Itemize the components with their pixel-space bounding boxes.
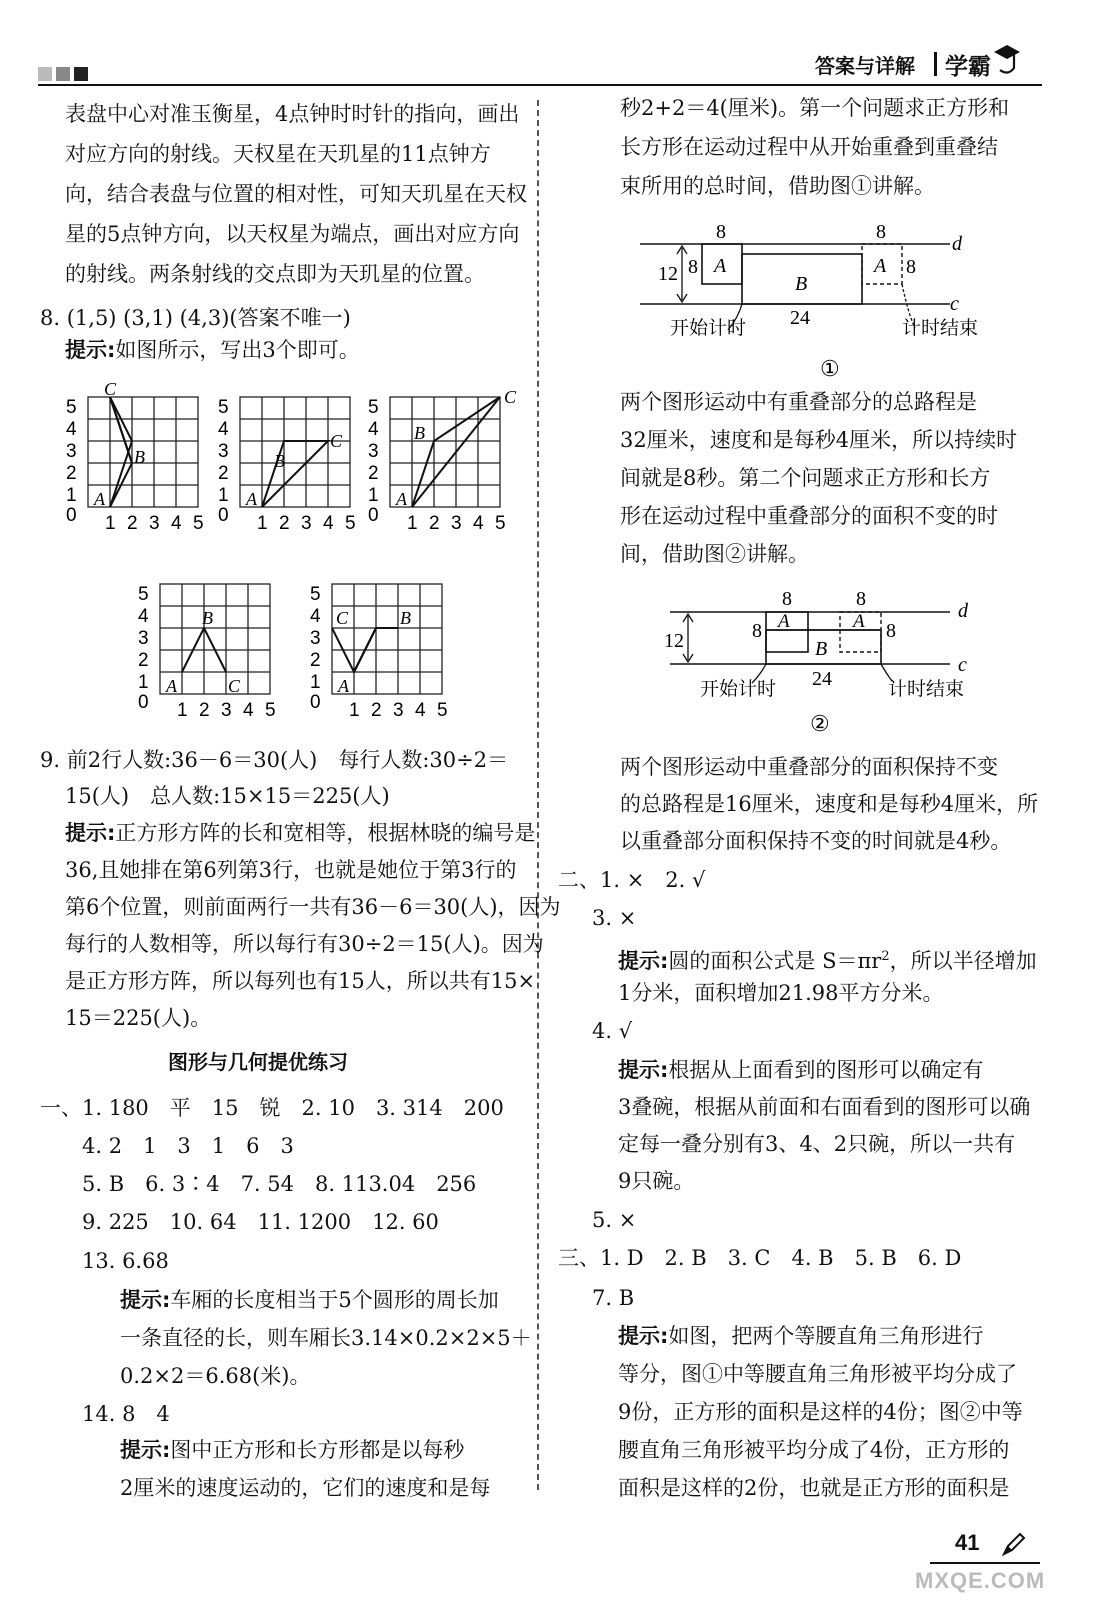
q14-hint-1 [120,1432,464,1469]
s3-q7: 7. B [592,1286,635,1310]
q9-hint-5: 是正方形方阵，所以每列也有15人，所以共有15× [65,969,536,993]
hint-label: 提示: [618,1324,669,1348]
right-mid-para-5: 间，借助图②讲解。 [620,542,809,566]
s1-line-4: 9. 225 10. 64 11. 1200 12. 60 [82,1210,439,1234]
coordinate-grid-4 [130,572,280,726]
x-tick: 2 [127,513,138,534]
square-label: A [874,255,887,277]
x-tick: 5 [495,513,506,534]
right-mid-para-2: 32厘米，速度和是每秒4厘米，所以持续时 [620,428,1018,452]
y-tick: 3 [310,628,321,649]
s2-q3-hint-text-end: ，所以半径增加 [889,949,1037,973]
section-title: 图形与几何提优练习 [168,1050,348,1074]
coordinate-grid-2 [210,385,360,539]
s1-line-5: 13. 6.68 [82,1249,169,1273]
hint-label: 提示: [65,338,116,362]
point-c-label: C [104,379,117,399]
x-tick: 4 [323,513,334,534]
line-c-label: c [950,293,959,315]
y-tick: 5 [310,584,321,605]
q9-hint-1 [65,815,535,852]
header-squares [38,66,88,85]
x-tick: 2 [279,513,290,534]
point-c-label: C [504,387,517,407]
y-tick: 1 [310,672,321,693]
point-b-label: B [400,608,411,628]
length-label: 24 [812,668,832,690]
s3-q7-hint-5: 面积是这样的2份，也就是正方形的面积是 [618,1476,1010,1500]
y-tick: 5 [138,584,149,605]
x-tick: 2 [429,513,440,534]
s1-line-1: 一、1. 180 平 15 锐 2. 10 3. 314 200 [40,1096,504,1120]
y-tick: 4 [310,606,321,627]
side-label: 8 [688,256,698,278]
right-mid-para-4: 形在运动过程中重叠部分的面积不变的时 [620,504,998,528]
coordinate-grid-3 [360,385,520,539]
x-tick: 4 [171,513,182,534]
q9-hint-4: 每行的人数相等，所以每行有30÷2＝15(人)。因为 [65,932,544,956]
y-tick: 5 [368,397,379,418]
s2-q4-hint-2: 3叠碗，根据从前面和右面看到的图形可以确 [618,1095,1031,1119]
q14-hint-text: 图中正方形和长方形都是以每秒 [170,1438,465,1462]
right-top-para-2: 长方形在运动过程中从开始重叠到重叠结 [620,135,998,159]
q14-hint-2: 2厘米的速度运动的，它们的速度和是每 [120,1476,491,1500]
point-b-label: B [274,451,285,471]
side-label: 8 [716,221,726,243]
point-a-label: A [94,489,105,509]
q9-line-2: 15(人) 总人数:15×15＝225(人) [65,784,390,808]
point-c-label: C [330,431,343,451]
point-a-label: A [166,676,177,696]
side-label: 8 [782,588,792,610]
x-tick: 3 [301,513,312,534]
left-top-para-1: 表盘中心对准玉衡星，4点钟时时针的指向，画出 [65,102,520,126]
s2-q3-hint-text: 圆的面积公式是 S＝πr [668,949,882,973]
figure-caption: ② [810,711,830,736]
rect-label: B [795,273,808,295]
x-tick: 5 [345,513,356,534]
y-tick: 0 [138,692,149,713]
side-label: 8 [856,588,866,610]
q9-hint-3: 第6个位置，则前面两行一共有36－6＝30(人)，因为 [65,895,561,919]
q14-answer: 14. 8 4 [82,1402,170,1426]
side-label: 8 [886,620,896,642]
left-top-para-5: 的射线。两条射线的交点即为天玑星的位置。 [65,262,485,286]
point-a-label: A [338,676,349,696]
right-mid-para-3: 间就是8秒。第二个问题求正方形和长方 [620,466,991,490]
q8-hint [65,332,360,369]
x-tick: 3 [221,700,232,721]
point-a-label: A [396,489,407,509]
height-label: 12 [664,630,684,652]
y-tick: 2 [218,463,229,484]
line-d-label: d [952,233,962,255]
y-tick: 5 [66,397,77,418]
x-tick: 1 [105,513,116,534]
s2-q3-hint-1 [618,938,1037,980]
square-label: A [778,611,790,632]
y-tick: 2 [138,650,149,671]
x-tick: 1 [349,700,360,721]
right-top-para-1: 秒2+2＝4(厘米)。第一个问题求正方形和 [620,96,1010,120]
y-tick: 4 [138,606,149,627]
s2-q3-hint-2: 1分米，面积增加21.98平方分米。 [618,981,944,1005]
hint-label: 提示: [120,1438,171,1462]
y-tick: 1 [218,485,229,506]
header-title: 答案与详解 [815,54,915,78]
start-label: 开始计时 [700,679,777,700]
x-tick: 5 [193,513,204,534]
s2-q4-hint-text: 根据从上面看到的图形可以确定有 [668,1058,984,1082]
x-tick: 1 [177,700,188,721]
s1-line-3: 5. B 6. 3∶4 7. 54 8. 113.04 256 [82,1172,477,1196]
s2-q4: 4. √ [592,1019,633,1043]
pencil-icon [1000,1530,1028,1562]
s3-q7-hint-text: 如图，把两个等腰直角三角形进行 [668,1324,984,1348]
square-label: A [714,255,727,277]
s3-q7-hint-4: 腰直角三角形被平均分成了4份，正方形的 [618,1438,1010,1462]
y-tick: 2 [310,650,321,671]
motion-diagram-2 [660,585,990,749]
point-a-label: A [246,489,257,509]
x-tick: 5 [437,700,448,721]
q8-answer: 8. (1,5) (3,1) (4,3)(答案不唯一) [40,306,351,330]
hint-label: 提示: [120,1288,171,1312]
point-b-label: B [202,608,213,628]
hint-label: 提示: [618,949,669,973]
line-d-label: d [958,600,968,622]
point-b-label: B [134,447,145,467]
end-label: 计时结束 [888,679,965,700]
s3-line-1: 三、1. D 2. B 3. C 4. B 5. B 6. D [558,1246,962,1270]
end-label: 计时结束 [902,318,979,339]
q9-hint-2: 36,且她排在第6列第3行，也就是她位于第3行的 [65,858,517,882]
s3-q7-hint-2: 等分，图①中等腰直角三角形被平均分成了 [618,1362,1017,1386]
rect-label: B [815,638,828,660]
x-tick: 4 [473,513,484,534]
y-tick: 4 [218,419,229,440]
q13-hint-3: 0.2×2＝6.68(米)。 [120,1364,311,1388]
y-tick: 3 [66,441,77,462]
x-tick: 2 [199,700,210,721]
right-after2-1: 两个图形运动中重叠部分的面积保持不变 [620,755,998,779]
y-tick: 4 [66,419,77,440]
y-tick: 2 [66,463,77,484]
header-separator [934,52,937,76]
figure-caption: ① [820,356,840,381]
q9-hint-6: 15＝225(人)。 [65,1006,212,1030]
q13-hint-2: 一条直径的长，则车厢长3.14×0.2×2×5＋ [120,1326,532,1350]
footer-rule [930,1562,1040,1564]
y-tick: 1 [138,672,149,693]
left-top-para-4: 星的5点钟方向，以天权星为端点，画出对应方向 [65,222,520,246]
x-tick: 2 [371,700,382,721]
s2-q4-hint-3: 定每一叠分别有3、4、2只碗，所以一共有 [618,1132,1016,1156]
q9-line-1: 9. 前2行人数:36－6＝30(人) 每行人数:30÷2＝ [40,748,509,772]
y-tick: 0 [368,505,379,526]
y-tick: 0 [310,692,321,713]
point-c-label: C [228,676,241,696]
right-mid-para-1: 两个图形运动中有重叠部分的总路程是 [620,390,977,414]
s1-line-2: 4. 2 1 3 1 6 3 [82,1134,294,1158]
q9-hint-text: 正方形方阵的长和宽相等，根据林晓的编号是 [115,821,536,845]
q8-hint-text: 如图所示，写出3个即可。 [115,338,360,362]
s2-q3: 3. × [592,906,637,930]
s2-q4-hint-1 [618,1052,983,1089]
watermark: MXQE.COM [915,1568,1046,1593]
q13-hint-1 [120,1282,499,1319]
side-label: 8 [752,620,762,642]
y-tick: 3 [218,441,229,462]
s2-q4-hint-4: 9只碗。 [618,1169,695,1193]
y-tick: 5 [218,397,229,418]
right-top-para-3: 束所用的总时间，借助图①讲解。 [620,174,935,198]
graduation-cap-icon [992,40,1022,84]
motion-diagram-1 [640,218,980,392]
x-tick: 3 [451,513,462,534]
y-tick: 3 [368,441,379,462]
x-tick: 1 [407,513,418,534]
y-tick: 1 [368,485,379,506]
s2-q3-hint-sup: 2 [881,949,890,964]
point-c-label: C [336,608,349,628]
x-tick: 3 [393,700,404,721]
y-tick: 1 [66,485,77,506]
side-label: 8 [876,221,886,243]
s3-q7-hint-1 [618,1318,983,1355]
header-brand: 学霸 [945,54,991,80]
x-tick: 4 [243,700,254,721]
s2-line-1: 二、1. × 2. √ [558,868,706,892]
s2-q5: 5. × [592,1208,637,1232]
line-c-label: c [958,654,967,676]
height-label: 12 [658,263,678,285]
coordinate-grid-1 [58,379,208,539]
hint-label: 提示: [65,821,116,845]
side-label: 8 [906,256,916,278]
point-b-label: B [414,423,425,443]
y-tick: 2 [368,463,379,484]
left-top-para-3: 向，结合表盘与位置的相对性，可知天玑星在天权 [65,182,527,206]
y-tick: 0 [66,505,77,526]
x-tick: 4 [415,700,426,721]
page-number: 41 [955,1530,980,1555]
start-label: 开始计时 [670,318,747,339]
s3-q7-hint-3: 9份，正方形的面积是这样的4份；图②中等 [618,1400,1023,1424]
y-tick: 3 [138,628,149,649]
length-label: 24 [790,307,810,329]
hint-label: 提示: [618,1058,669,1082]
x-tick: 3 [149,513,160,534]
y-tick: 0 [218,505,229,526]
right-after2-3: 以重叠部分面积保持不变的时间就是4秒。 [620,829,1012,853]
q13-hint-text: 车厢的长度相当于5个圆形的周长加 [170,1288,499,1312]
right-after2-2: 的总路程是16厘米，速度和是每秒4厘米，所 [620,792,1039,816]
x-tick: 5 [265,700,276,721]
header-rule [38,84,1042,86]
left-top-para-2: 对应方向的射线。天权星在天玑星的11点钟方 [65,142,491,166]
coordinate-grid-5 [302,572,452,726]
column-divider [537,100,539,1490]
square-label: A [853,611,865,632]
y-tick: 4 [368,419,379,440]
x-tick: 1 [257,513,268,534]
